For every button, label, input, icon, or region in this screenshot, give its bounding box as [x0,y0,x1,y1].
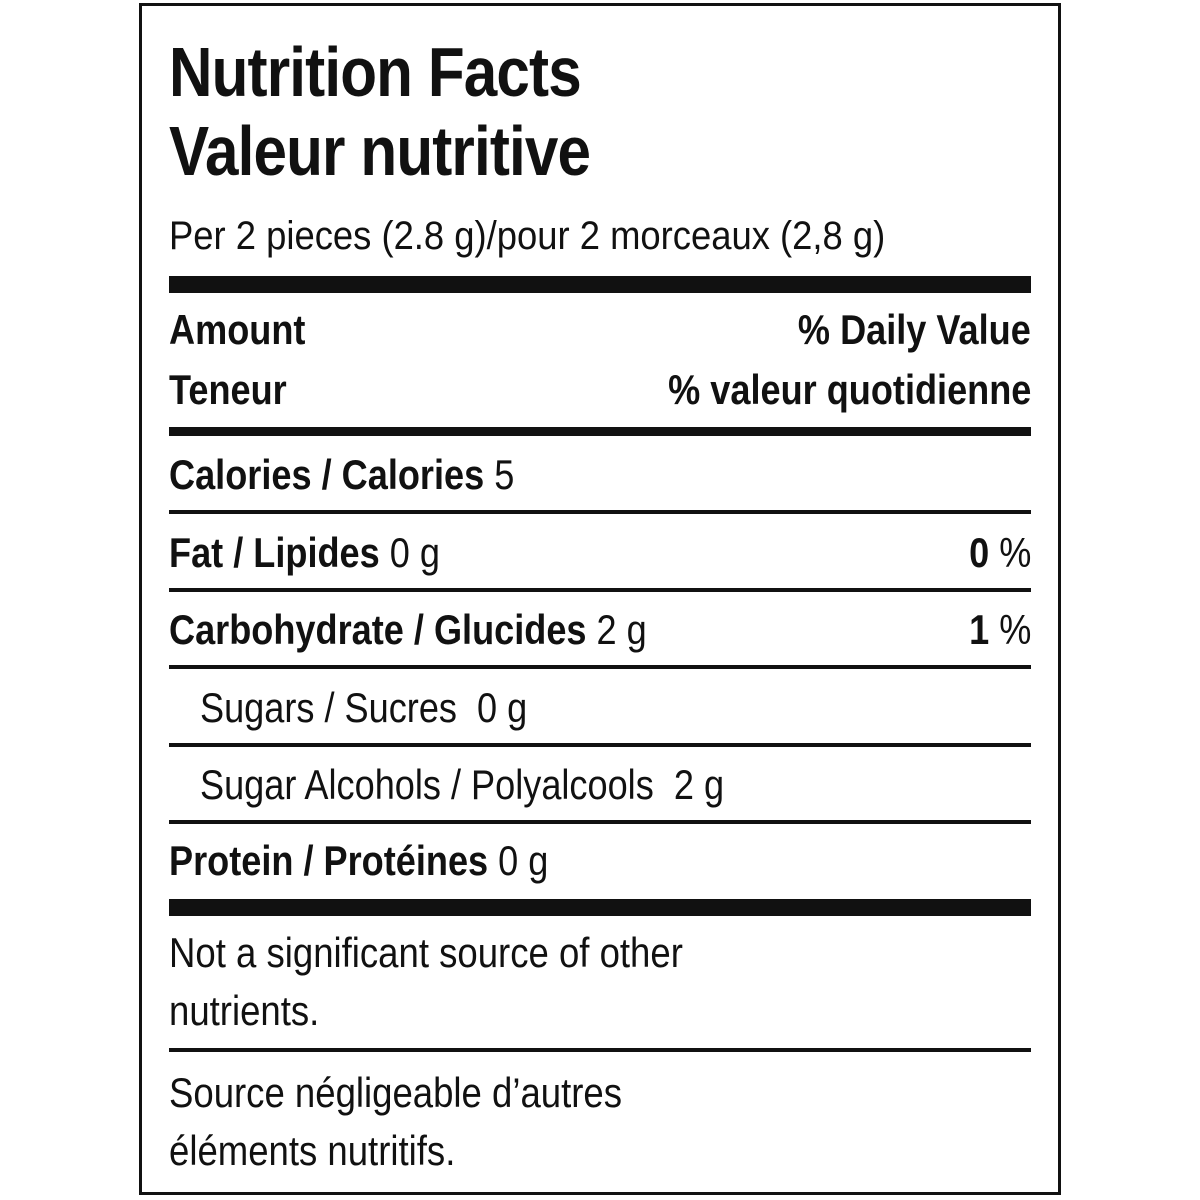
nutrient-label: Sugars / Sucres [200,684,457,731]
nutrient-amount: 5 [494,451,515,498]
amount-header: Amount [169,306,306,353]
nutrient-label: Sugar Alcohols / Polyalcools [200,761,654,808]
percent-sign: % [988,529,1031,576]
nutrient-row-carbohydrate [169,606,1031,654]
nutrient-amount: 0 g [477,684,528,731]
daily-value-percent: 0 [968,529,989,576]
nutrient-amount: 2 g [673,761,725,808]
row-divider [169,820,1031,824]
footnote-line: nutrients. [169,987,320,1034]
medium-rule [169,427,1031,436]
nutrient-amount: 0 g [389,529,440,576]
title-english: Nutrition Facts [169,33,581,111]
title-french: Valeur nutritive [169,112,591,190]
footnote-line: Source négligeable d’autres [169,1069,623,1116]
nutrient-label: Fat / Lipides [169,529,380,576]
valeur-quotidienne-header: % valeur quotidienne [667,366,1031,413]
serving-size: Per 2 pieces (2.8 g)/pour 2 morceaux (2,8 g) [169,214,886,258]
footnote-line: éléments nutritifs. [169,1127,456,1174]
footnote-line: Not a significant source of other [169,929,683,976]
row-divider [169,510,1031,514]
nutrient-label: Calories / Calories [169,451,485,498]
percent-sign: % [988,606,1031,653]
nutrient-amount: 2 g [596,606,647,653]
daily-value-percent: 1 [968,606,989,653]
nutrient-row-protein [169,837,1031,885]
row-divider [169,588,1031,592]
nutrient-row-fat [169,529,1031,577]
daily-value-header: % Daily Value [798,306,1031,353]
row-divider [169,743,1031,747]
nutrient-row-sugar-alcohols [169,761,1031,809]
footnote-english [169,924,1031,1040]
nutrient-label: Protein / Protéines [169,837,489,884]
nutrition-facts-label [139,3,1061,1195]
nutrient-amount: 0 g [498,837,549,884]
nutrient-row-sugars [169,684,1031,732]
teneur-header: Teneur [169,366,287,413]
footnote-french [169,1064,1031,1180]
footnote-divider [169,1048,1031,1052]
nutrient-row-calories [169,451,1031,499]
thick-rule-bottom [169,899,1031,916]
thick-rule-top [169,276,1031,293]
nutrient-label: Carbohydrate / Glucides [169,606,587,653]
row-divider [169,665,1031,669]
